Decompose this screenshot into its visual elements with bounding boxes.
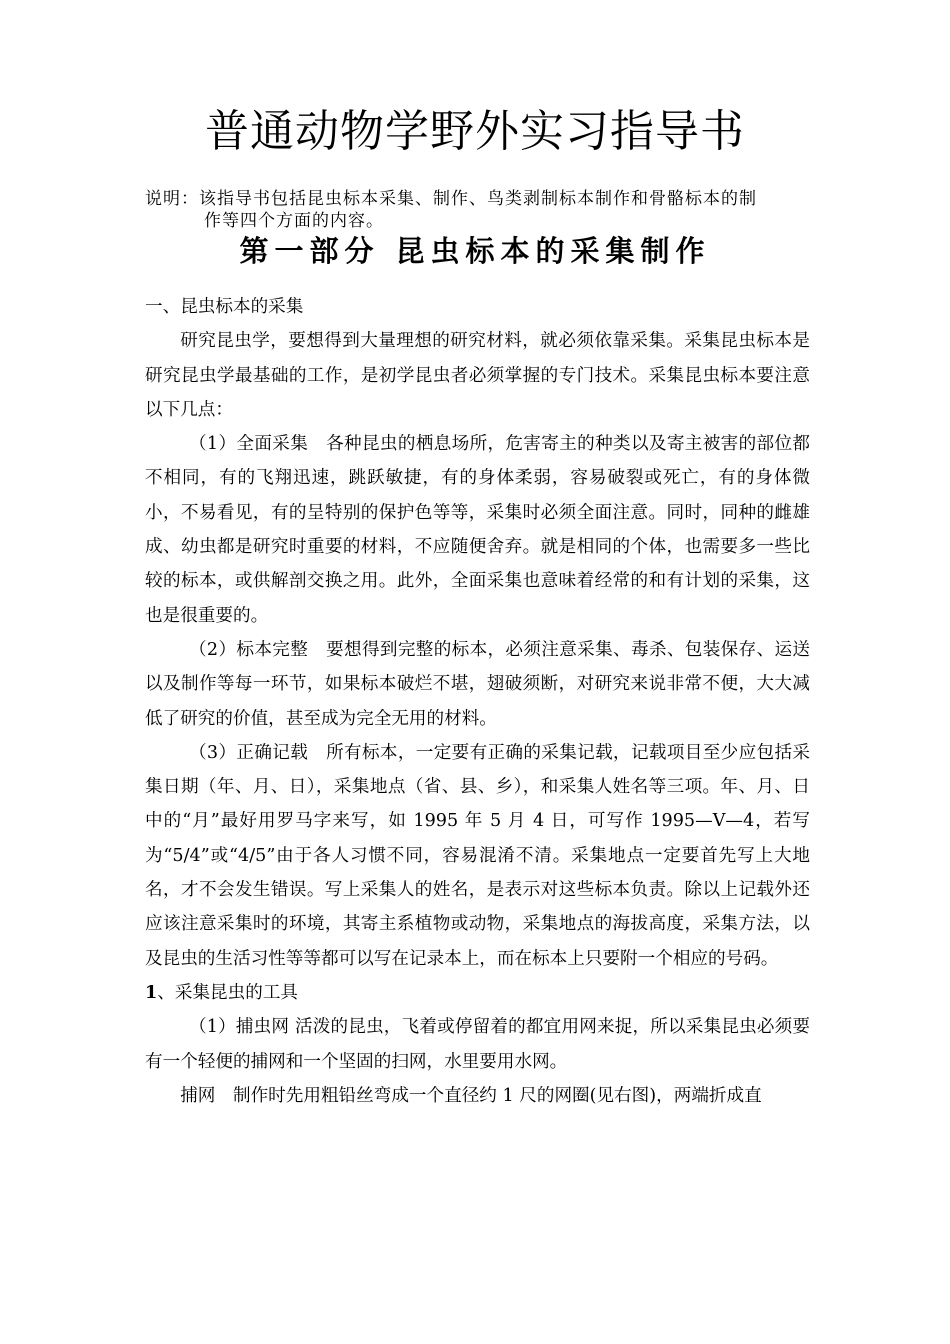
paragraph-point-2: （2）标本完整 要想得到完整的标本，必须注意采集、毒杀、包装保存、运送以及制作等每一环节，如果标本破烂不堪，翅破须断，对研究来说非常不便，大大减低了研究的价值，甚至成为完全无用的材料。	[145, 639, 810, 729]
tools-heading-number: 1	[145, 981, 158, 1003]
document-body	[145, 290, 810, 1113]
part-title: 第一部分 昆虫标本的采集制作	[239, 234, 711, 268]
note-line-2: 作等四个方面的内容。	[204, 211, 384, 231]
paragraph-tool-1: （1）捕虫网 活泼的昆虫，飞着或停留着的都宜用网来捉，所以采集昆虫必须要有一个轻便的捕网和一个坚固的扫网，水里要用水网。	[145, 1017, 810, 1072]
document-title: 普通动物学野外实习指导书	[205, 106, 745, 157]
note-line-1: 说明：该指导书包括昆虫标本采集、制作、鸟类剥制标本制作和骨骼标本的制	[145, 189, 757, 209]
intro-paragraph: 研究昆虫学，要想得到大量理想的研究材料，就必须依靠采集。采集昆虫标本是研究昆虫学最基础的工作，是初学昆虫者必须掌握的专门技术。采集昆虫标本要注意以下几点：	[145, 331, 810, 420]
tools-heading	[145, 976, 810, 1010]
document-note	[145, 188, 810, 232]
paragraph-point-1: （1）全面采集 各种昆虫的栖息场所，危害寄主的种类以及寄主被害的部位都 不相同，有的飞翔迅速，跳跃敏捷，有的身体柔弱，容易破裂或死亡，有的身体微小，不易看见，有的呈特别的保护色等等，采集时必须全面注意。同时，同种的雌雄成、幼虫都是研究时重要的材料，不应随便舍弃。就是相同的个体，也需要多一些比较的标本，或供解剖交换之用。此外，全面采集也意味着经常的和有计划的采集，这也是很重要的。	[145, 434, 810, 626]
paragraph-net: 捕网 制作时先用粗铅丝弯成一个直径约 1 尺的网圈(见右图)，两端折成直	[180, 1085, 762, 1106]
paragraph-point-3: （3）正确记载 所有标本，一定要有正确的采集记载，记载项目至少应包括采集日期（年、月、日），采集地点（省、县、乡），和采集人姓名等三项。年、月、日中的“月”最好用罗马字来写，如 1995 年 5 月 4 日，可写作 1995—V—4，若写为“5/4”或“4/5”由于各人习惯不同，容易混淆不清。采集地点一定要首先写上大地名，才不会发生错误。写上采集人的姓名，是表示对这些标本负责。除以上记载外还应该注意采集时的环境，其寄主系植物或动物，采集地点的海拔高度，采集方法，以及昆虫的生活习性等等都可以写在记录本上，而在标本上只要附一个相应的号码。	[145, 742, 810, 969]
tools-heading-text: 、采集昆虫的工具	[157, 982, 299, 1003]
section-heading: 一、昆虫标本的采集	[145, 297, 304, 317]
